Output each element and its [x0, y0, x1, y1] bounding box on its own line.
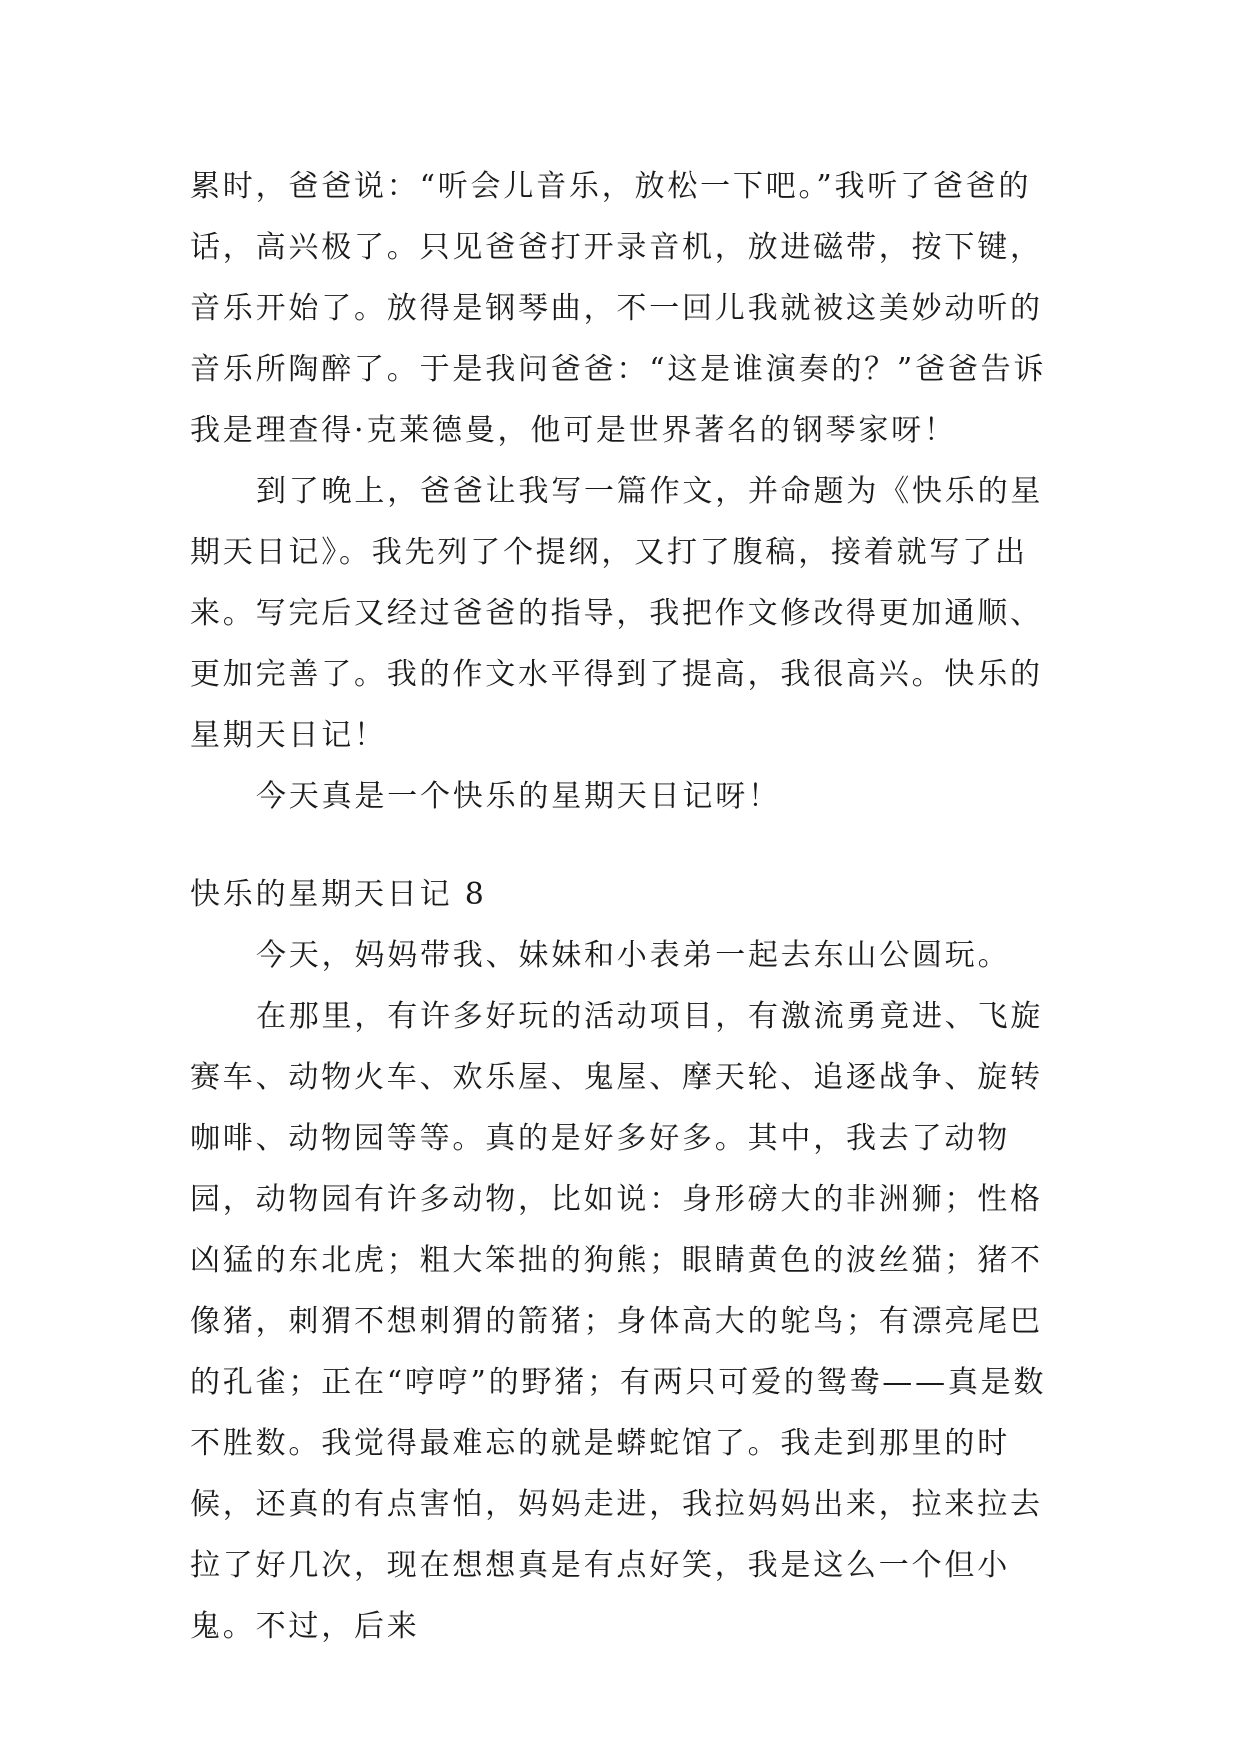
paragraph-park-trip: 今天，妈妈带我、妹妹和小表弟一起去东山公圆玩。	[256, 938, 1011, 973]
paragraph-composition: 到了晚上，爸爸让我写一篇作文，并命题为《快乐的星期天日记》。我先列了个提纲，又打了腹稿，接着就写了出来。写完后又经过爸爸的指导，我把作文修改得更加通顺、更加完善了。我的作文水平得到了提高，我很高兴。快乐的星期天日记！	[190, 474, 1044, 753]
paragraph-zoo: 在那里，有许多好玩的活动项目，有激流勇竟进、飞旋赛车、动物火车、欢乐屋、鬼屋、摩天轮、追逐战争、旋转咖啡、动物园等等。真的是好多好多。其中，我去了动物园，动物园有许多动物，比如说：身形磅大的非洲狮；性格凶猛的东北虎；粗大笨拙的狗熊；眼睛黄色的波丝猫；猪不像猪，刺猬不想刺猬的箭猪；身体高大的鸵鸟；有漂亮尾巴的孔雀；正在“哼哼”的野猪；有两只可爱的鸳鸯——真是数不胜数。我觉得最难忘的就是蟒蛇馆了。我走到那里的时候，还真的有点害怕，妈妈走进，我拉妈妈出来，拉来拉去拉了好几次，现在想想真是有点好笑，我是这么一个但小鬼。不过，后来	[190, 999, 1047, 1644]
diary-section-8	[190, 864, 1060, 1657]
section-heading: 快乐的星期天日记 8	[190, 877, 487, 912]
paragraph-music: 累时，爸爸说：“听会儿音乐，放松一下吧。”我听了爸爸的话，高兴极了。只见爸爸打开录音机，放进磁带，按下键，音乐开始了。放得是钢琴曲，不一回儿我就被这美妙动听的音乐所陶醉了。于是我问爸爸：“这是谁演奏的？”爸爸告诉我是理查得·克莱德曼，他可是世界著名的钢琴家呀！	[190, 169, 1047, 448]
paragraph-closing: 今天真是一个快乐的星期天日记呀！	[256, 779, 781, 814]
diary-section-continued	[190, 156, 1060, 827]
